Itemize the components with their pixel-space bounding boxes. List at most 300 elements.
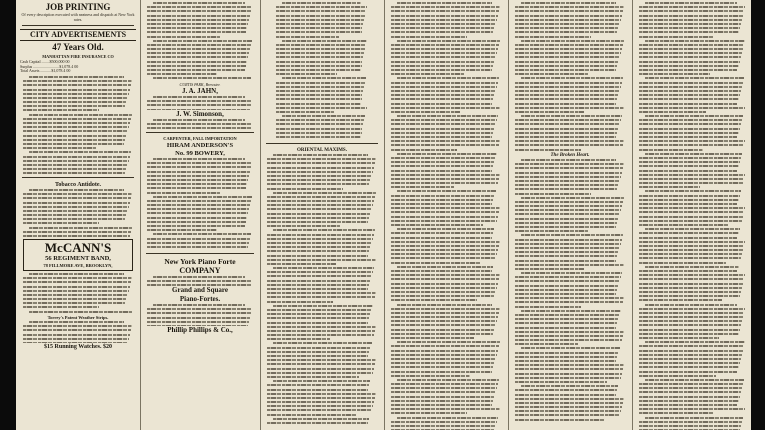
text-line bbox=[391, 199, 493, 201]
text-line bbox=[147, 109, 250, 110]
text-line bbox=[645, 304, 737, 306]
text-line bbox=[645, 190, 741, 192]
text-line bbox=[639, 350, 743, 352]
text-line bbox=[645, 379, 744, 381]
text-line bbox=[276, 69, 361, 71]
text-line bbox=[515, 176, 621, 178]
mccanns-band: 56 REGIMENT BAND, bbox=[45, 254, 111, 262]
text-line bbox=[639, 308, 745, 310]
text-line bbox=[639, 345, 744, 347]
total-assets: Total Assets ...........$1,078.4 00 bbox=[20, 68, 71, 74]
text-line bbox=[391, 345, 499, 347]
text-line bbox=[147, 200, 251, 202]
text-line bbox=[23, 325, 132, 327]
text-line bbox=[147, 56, 248, 58]
text-line bbox=[267, 158, 376, 160]
text-line bbox=[23, 168, 126, 170]
text-line bbox=[521, 197, 624, 199]
text-line bbox=[391, 123, 496, 125]
text-line bbox=[391, 186, 454, 188]
text-line bbox=[276, 107, 367, 109]
text-line bbox=[23, 222, 99, 224]
body-text bbox=[144, 96, 256, 110]
bowery-heading: No. 99 BOWERY, bbox=[175, 150, 225, 157]
text-line bbox=[515, 94, 618, 96]
text-line bbox=[639, 10, 744, 12]
text-line bbox=[397, 190, 496, 192]
text-line bbox=[391, 203, 492, 205]
text-line bbox=[391, 107, 500, 109]
text-line bbox=[267, 372, 373, 374]
text-line bbox=[515, 289, 617, 291]
text-line bbox=[515, 297, 624, 299]
text-line bbox=[23, 197, 131, 199]
text-line bbox=[515, 230, 588, 232]
text-line bbox=[267, 221, 368, 223]
text-line bbox=[639, 23, 741, 25]
text-line bbox=[267, 351, 369, 353]
text-line bbox=[147, 225, 245, 227]
text-line bbox=[515, 301, 623, 303]
text-line bbox=[639, 245, 744, 247]
text-line bbox=[515, 243, 621, 245]
text-line bbox=[23, 160, 129, 162]
text-line bbox=[23, 105, 125, 107]
text-line bbox=[267, 338, 330, 340]
text-line bbox=[23, 334, 130, 336]
text-line bbox=[515, 293, 616, 295]
text-line bbox=[391, 132, 493, 134]
text-line bbox=[276, 86, 364, 88]
text-line bbox=[391, 241, 500, 243]
text-line bbox=[391, 69, 492, 71]
text-line bbox=[639, 366, 739, 368]
text-line bbox=[645, 341, 745, 343]
text-line bbox=[147, 238, 250, 240]
text-line bbox=[147, 36, 220, 38]
surplus: Surplus ..........................$1,078.4 00 bbox=[20, 63, 79, 69]
body-text bbox=[144, 119, 256, 129]
text-line bbox=[639, 324, 741, 326]
text-line bbox=[391, 408, 500, 410]
broken-heart-heading: The Broken Heart. bbox=[550, 153, 590, 158]
text-line bbox=[153, 119, 245, 121]
text-line bbox=[639, 291, 741, 293]
text-line bbox=[23, 342, 128, 343]
text-line bbox=[276, 10, 366, 12]
company-heading: COMPANY bbox=[179, 266, 221, 275]
text-line bbox=[276, 103, 361, 105]
text-line bbox=[267, 238, 373, 240]
text-line bbox=[639, 249, 743, 251]
text-line bbox=[515, 61, 618, 63]
text-line bbox=[639, 270, 737, 272]
text-line bbox=[391, 44, 499, 46]
text-line bbox=[267, 288, 368, 290]
mccanns-name: McCANN'S bbox=[44, 239, 112, 255]
text-line bbox=[267, 384, 369, 386]
text-line bbox=[153, 233, 251, 235]
text-line bbox=[276, 19, 364, 21]
text-line bbox=[639, 237, 737, 239]
text-line bbox=[147, 166, 251, 168]
text-line bbox=[267, 334, 374, 336]
text-line bbox=[391, 412, 467, 414]
text-line bbox=[147, 27, 247, 29]
column-maxims bbox=[264, 0, 380, 430]
text-line bbox=[515, 339, 622, 341]
text-line bbox=[391, 36, 467, 38]
text-line bbox=[639, 149, 703, 151]
text-line bbox=[645, 40, 745, 42]
text-line bbox=[639, 262, 726, 264]
text-line bbox=[515, 331, 624, 333]
text-line bbox=[147, 204, 250, 206]
text-line bbox=[147, 171, 250, 173]
text-line bbox=[515, 205, 622, 207]
text-line bbox=[267, 255, 368, 257]
body-text bbox=[512, 0, 628, 152]
text-line bbox=[267, 162, 375, 164]
text-line bbox=[391, 161, 494, 163]
newspaper-page bbox=[16, 0, 751, 430]
cash-capital: Cash Capital ........$500,000 00 bbox=[20, 59, 70, 65]
piano-heading: New York Piano Forte bbox=[164, 257, 236, 266]
text-line bbox=[276, 61, 362, 63]
text-line bbox=[639, 408, 745, 410]
text-line bbox=[267, 271, 373, 273]
text-line bbox=[276, 119, 364, 121]
text-line bbox=[515, 398, 624, 400]
text-line bbox=[639, 165, 739, 167]
text-line bbox=[276, 123, 363, 125]
text-line bbox=[23, 281, 131, 283]
text-line bbox=[391, 207, 500, 209]
text-line bbox=[397, 341, 500, 343]
tobacco-heading: Tobacco Antidote. bbox=[54, 181, 102, 188]
text-line bbox=[147, 183, 247, 185]
text-line bbox=[639, 65, 739, 67]
text-line bbox=[515, 31, 617, 33]
text-line bbox=[276, 52, 364, 54]
text-line bbox=[639, 375, 716, 377]
text-line bbox=[267, 183, 369, 185]
text-line bbox=[639, 412, 713, 414]
text-line bbox=[391, 56, 496, 58]
text-line bbox=[147, 242, 249, 244]
text-line bbox=[515, 6, 624, 8]
text-line bbox=[391, 333, 493, 335]
text-line bbox=[153, 2, 245, 4]
text-line bbox=[521, 40, 624, 42]
text-line bbox=[267, 401, 374, 403]
text-line bbox=[147, 104, 251, 106]
text-line bbox=[267, 422, 368, 424]
text-line bbox=[639, 383, 743, 385]
text-line bbox=[23, 231, 131, 233]
text-line bbox=[515, 52, 621, 54]
text-line bbox=[391, 350, 498, 352]
text-line bbox=[147, 175, 249, 177]
text-line bbox=[391, 320, 497, 322]
text-line bbox=[276, 56, 363, 58]
text-line bbox=[391, 232, 493, 234]
text-line bbox=[639, 170, 737, 172]
text-line bbox=[23, 80, 132, 82]
text-line bbox=[515, 410, 621, 412]
text-line bbox=[521, 115, 622, 117]
text-line bbox=[276, 48, 365, 50]
text-line bbox=[147, 308, 252, 310]
grand-square-heading: Grand and Square bbox=[172, 286, 228, 294]
text-line bbox=[397, 40, 500, 42]
text-line bbox=[391, 249, 498, 251]
text-line bbox=[23, 235, 130, 237]
text-line bbox=[391, 136, 492, 138]
text-line bbox=[391, 19, 497, 21]
text-line bbox=[391, 182, 498, 184]
body-text bbox=[144, 0, 256, 82]
text-line bbox=[391, 15, 498, 17]
text-line bbox=[515, 285, 618, 287]
text-line bbox=[645, 2, 737, 4]
text-line bbox=[515, 251, 618, 253]
text-line bbox=[267, 246, 370, 248]
text-line bbox=[515, 406, 622, 408]
text-line bbox=[515, 239, 622, 241]
text-line bbox=[645, 115, 743, 117]
text-line bbox=[397, 115, 498, 117]
text-line bbox=[267, 322, 368, 324]
text-line bbox=[23, 172, 125, 174]
text-line bbox=[639, 186, 700, 188]
divider bbox=[266, 143, 378, 144]
text-line bbox=[515, 213, 620, 215]
text-line bbox=[391, 295, 494, 297]
text-line bbox=[276, 94, 362, 96]
text-line bbox=[267, 376, 359, 378]
text-line bbox=[639, 203, 737, 205]
simonson-heading: J. W. Simonson, bbox=[176, 110, 224, 118]
text-line bbox=[276, 73, 337, 75]
text-line bbox=[273, 154, 368, 156]
text-line bbox=[267, 284, 369, 286]
text-line bbox=[515, 119, 621, 121]
text-line bbox=[147, 246, 248, 248]
text-line bbox=[267, 225, 340, 227]
text-line bbox=[147, 187, 246, 189]
text-line bbox=[397, 379, 499, 381]
text-line bbox=[515, 343, 578, 345]
column-rule bbox=[384, 0, 385, 430]
text-line bbox=[639, 354, 742, 356]
oriental-maxims-heading: ORIENTAL MAXIMS. bbox=[297, 148, 347, 153]
text-line bbox=[397, 153, 497, 155]
text-line bbox=[267, 309, 372, 311]
text-line bbox=[639, 19, 742, 21]
text-line bbox=[147, 10, 251, 12]
text-line bbox=[639, 241, 745, 243]
text-line bbox=[267, 280, 370, 282]
jahn-heading: J. A. JAHN, bbox=[182, 87, 218, 95]
text-line bbox=[23, 277, 132, 279]
column-article-2 bbox=[636, 0, 749, 430]
body-text bbox=[144, 304, 256, 326]
text-line bbox=[645, 266, 739, 268]
city-advertisements-heading: CITY ADVERTISEMENTS bbox=[20, 29, 136, 41]
text-line bbox=[276, 65, 362, 67]
text-line bbox=[23, 302, 125, 304]
text-line bbox=[639, 69, 737, 71]
text-line bbox=[23, 206, 129, 208]
text-line bbox=[639, 295, 740, 297]
text-line bbox=[23, 101, 126, 103]
text-line bbox=[147, 15, 250, 17]
text-line bbox=[273, 380, 370, 382]
text-line bbox=[147, 73, 217, 75]
text-line bbox=[521, 2, 616, 4]
text-line bbox=[639, 404, 737, 406]
text-line bbox=[515, 335, 623, 337]
text-line bbox=[515, 356, 617, 358]
text-line bbox=[639, 132, 739, 134]
text-line bbox=[515, 389, 617, 391]
text-line bbox=[521, 272, 622, 274]
column-rule bbox=[632, 0, 633, 430]
text-line bbox=[276, 90, 363, 92]
text-line bbox=[639, 312, 744, 314]
text-line bbox=[276, 23, 363, 25]
text-line bbox=[147, 217, 247, 219]
body-text bbox=[636, 0, 749, 430]
text-line bbox=[391, 65, 493, 67]
text-line bbox=[639, 211, 744, 213]
text-line bbox=[521, 310, 621, 312]
text-line bbox=[391, 375, 470, 377]
text-line bbox=[391, 224, 483, 226]
text-line bbox=[639, 207, 745, 209]
text-line bbox=[515, 306, 581, 308]
text-line bbox=[515, 414, 620, 416]
text-line bbox=[147, 19, 249, 21]
text-line bbox=[515, 111, 584, 113]
text-line bbox=[267, 263, 336, 265]
text-line bbox=[391, 387, 497, 389]
mccanns-advertisement bbox=[23, 239, 133, 271]
text-line bbox=[639, 195, 740, 197]
divider bbox=[146, 132, 254, 133]
text-line bbox=[639, 216, 743, 218]
text-line bbox=[147, 23, 248, 25]
text-line bbox=[267, 242, 372, 244]
text-line bbox=[521, 385, 618, 387]
text-line bbox=[391, 144, 499, 146]
text-line bbox=[391, 299, 477, 301]
divider bbox=[22, 25, 134, 26]
text-line bbox=[645, 153, 742, 155]
text-line bbox=[391, 371, 492, 373]
text-line bbox=[267, 171, 373, 173]
text-line bbox=[639, 253, 742, 255]
text-line bbox=[23, 338, 129, 340]
text-line bbox=[276, 136, 361, 138]
text-line bbox=[515, 327, 616, 329]
text-line bbox=[639, 128, 740, 130]
text-line bbox=[515, 402, 623, 404]
text-line bbox=[147, 312, 251, 314]
text-line bbox=[515, 36, 591, 38]
column-rule bbox=[508, 0, 509, 430]
text-line bbox=[23, 130, 128, 132]
text-line bbox=[23, 164, 128, 166]
text-line bbox=[267, 213, 370, 215]
text-line bbox=[23, 93, 129, 95]
text-line bbox=[391, 165, 493, 167]
text-line bbox=[515, 314, 620, 316]
text-line bbox=[639, 107, 745, 109]
text-line bbox=[391, 216, 498, 218]
text-line bbox=[267, 208, 372, 210]
text-line bbox=[391, 178, 499, 180]
text-line bbox=[276, 27, 362, 29]
phillip-heading: Phillip Phillips & Co., bbox=[167, 326, 233, 334]
text-line bbox=[23, 109, 99, 111]
text-line bbox=[397, 266, 493, 268]
text-line bbox=[515, 15, 622, 17]
text-line bbox=[147, 31, 246, 33]
text-line bbox=[397, 228, 494, 230]
text-line bbox=[515, 65, 617, 67]
text-line bbox=[147, 69, 245, 71]
text-line bbox=[23, 118, 131, 120]
mccanns-address: 78 FILLMORE AVE, BROOKLYN, bbox=[43, 262, 113, 268]
text-line bbox=[267, 330, 375, 332]
text-line bbox=[515, 201, 623, 203]
text-line bbox=[515, 44, 623, 46]
text-line bbox=[391, 103, 492, 105]
text-line bbox=[397, 304, 492, 306]
text-line bbox=[391, 237, 492, 239]
text-line bbox=[23, 290, 129, 292]
text-line bbox=[639, 316, 743, 318]
text-line bbox=[515, 123, 620, 125]
text-line bbox=[515, 209, 621, 211]
text-line bbox=[391, 354, 497, 356]
text-line bbox=[515, 193, 591, 195]
text-line bbox=[282, 77, 366, 79]
text-line bbox=[273, 229, 375, 231]
text-line bbox=[639, 333, 739, 335]
text-line bbox=[515, 368, 623, 370]
text-line bbox=[515, 86, 621, 88]
text-line bbox=[273, 305, 373, 307]
text-line bbox=[515, 82, 622, 84]
text-line bbox=[515, 144, 623, 146]
text-line bbox=[391, 262, 480, 264]
text-line bbox=[391, 48, 498, 50]
text-line bbox=[515, 381, 607, 383]
text-line bbox=[391, 211, 499, 213]
text-line bbox=[515, 128, 618, 130]
text-line bbox=[23, 286, 130, 288]
text-line bbox=[391, 31, 493, 33]
text-line bbox=[276, 15, 365, 17]
text-line bbox=[267, 188, 343, 190]
text-line bbox=[515, 10, 623, 12]
text-line bbox=[515, 280, 620, 282]
text-line bbox=[276, 44, 366, 46]
text-line bbox=[391, 23, 496, 25]
